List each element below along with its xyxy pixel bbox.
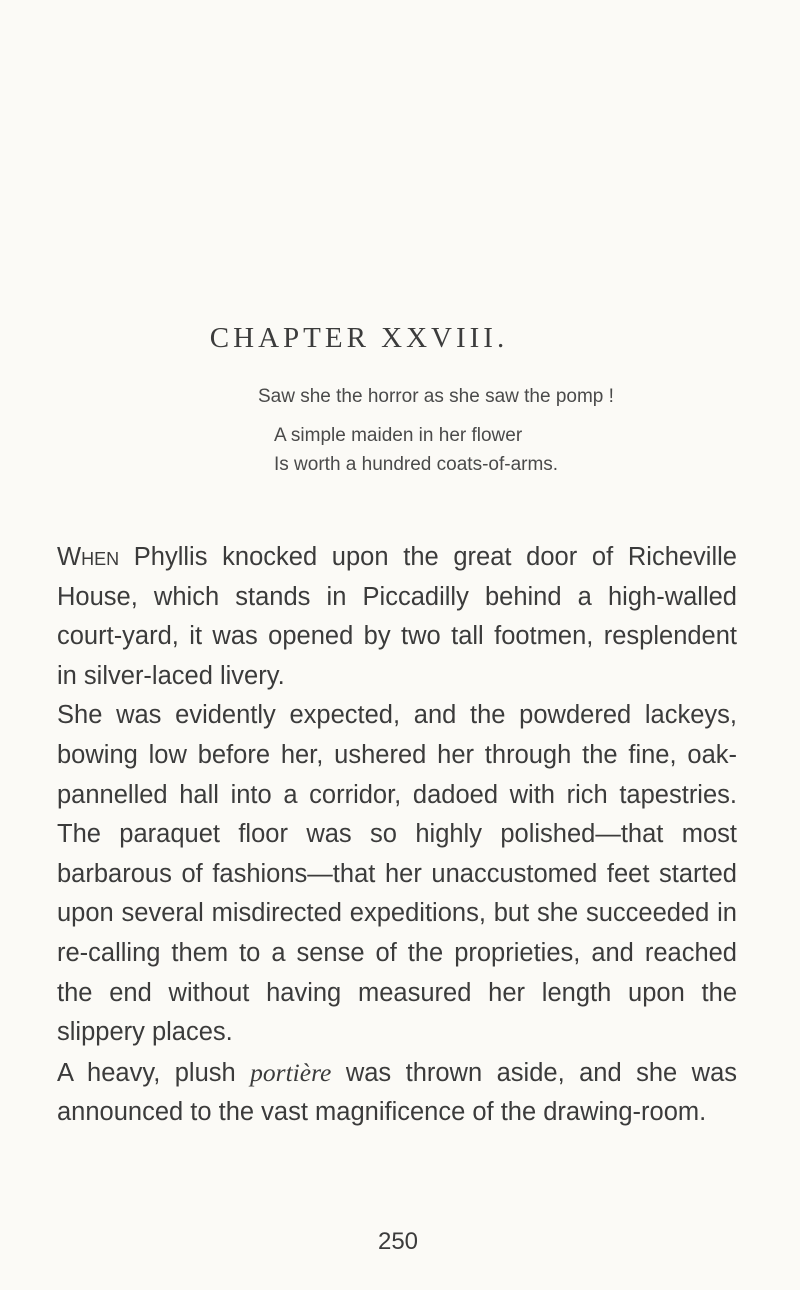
paragraph-2: She was evidently expected, and the powdered lackeys, bowing low before her, ushered her through the fine, oak-pannelled hall into a corridor, dadoed with rich tapestries. The paraquet floor was so highly polished—that most barbarous of fashions—that her unaccustomed feet started upon several misdirected expeditions, but she succeeded in re-calling them to a sense of the proprieties, and reached the end without having measured her length upon the slippery places. xyxy=(57,701,737,1047)
paragraph-3-text-start: A heavy, plush xyxy=(57,1058,251,1087)
page-number-value: 250 xyxy=(377,1228,419,1255)
paragraph-3 xyxy=(57,1053,737,1133)
page-number xyxy=(0,1228,800,1256)
epigraph-line-3: Is worth a hundred coats-of-arms. xyxy=(274,454,559,475)
epigraph-line-2: A simple maiden in her flower xyxy=(274,425,523,446)
chapter-heading: CHAPTER XXVIII. xyxy=(209,322,509,354)
paragraph-1-text: Phyllis knocked upon the great door of Richeville House, which stands in Piccadilly behind a high-walled court-yard, it was opened by two tall footmen, resplendent in silver-laced livery. xyxy=(57,543,737,690)
paragraph-1 xyxy=(57,538,737,696)
paragraph-3-text-end: was thrown aside, and she was announced to the vast magnificence of the drawing-room. xyxy=(57,1058,737,1127)
epigraph-line-1: Saw she the horror as she saw the pomp ! xyxy=(258,386,614,407)
italic-word: portière xyxy=(250,1057,332,1087)
body-text xyxy=(57,538,737,1133)
opening-word: When xyxy=(57,543,120,571)
